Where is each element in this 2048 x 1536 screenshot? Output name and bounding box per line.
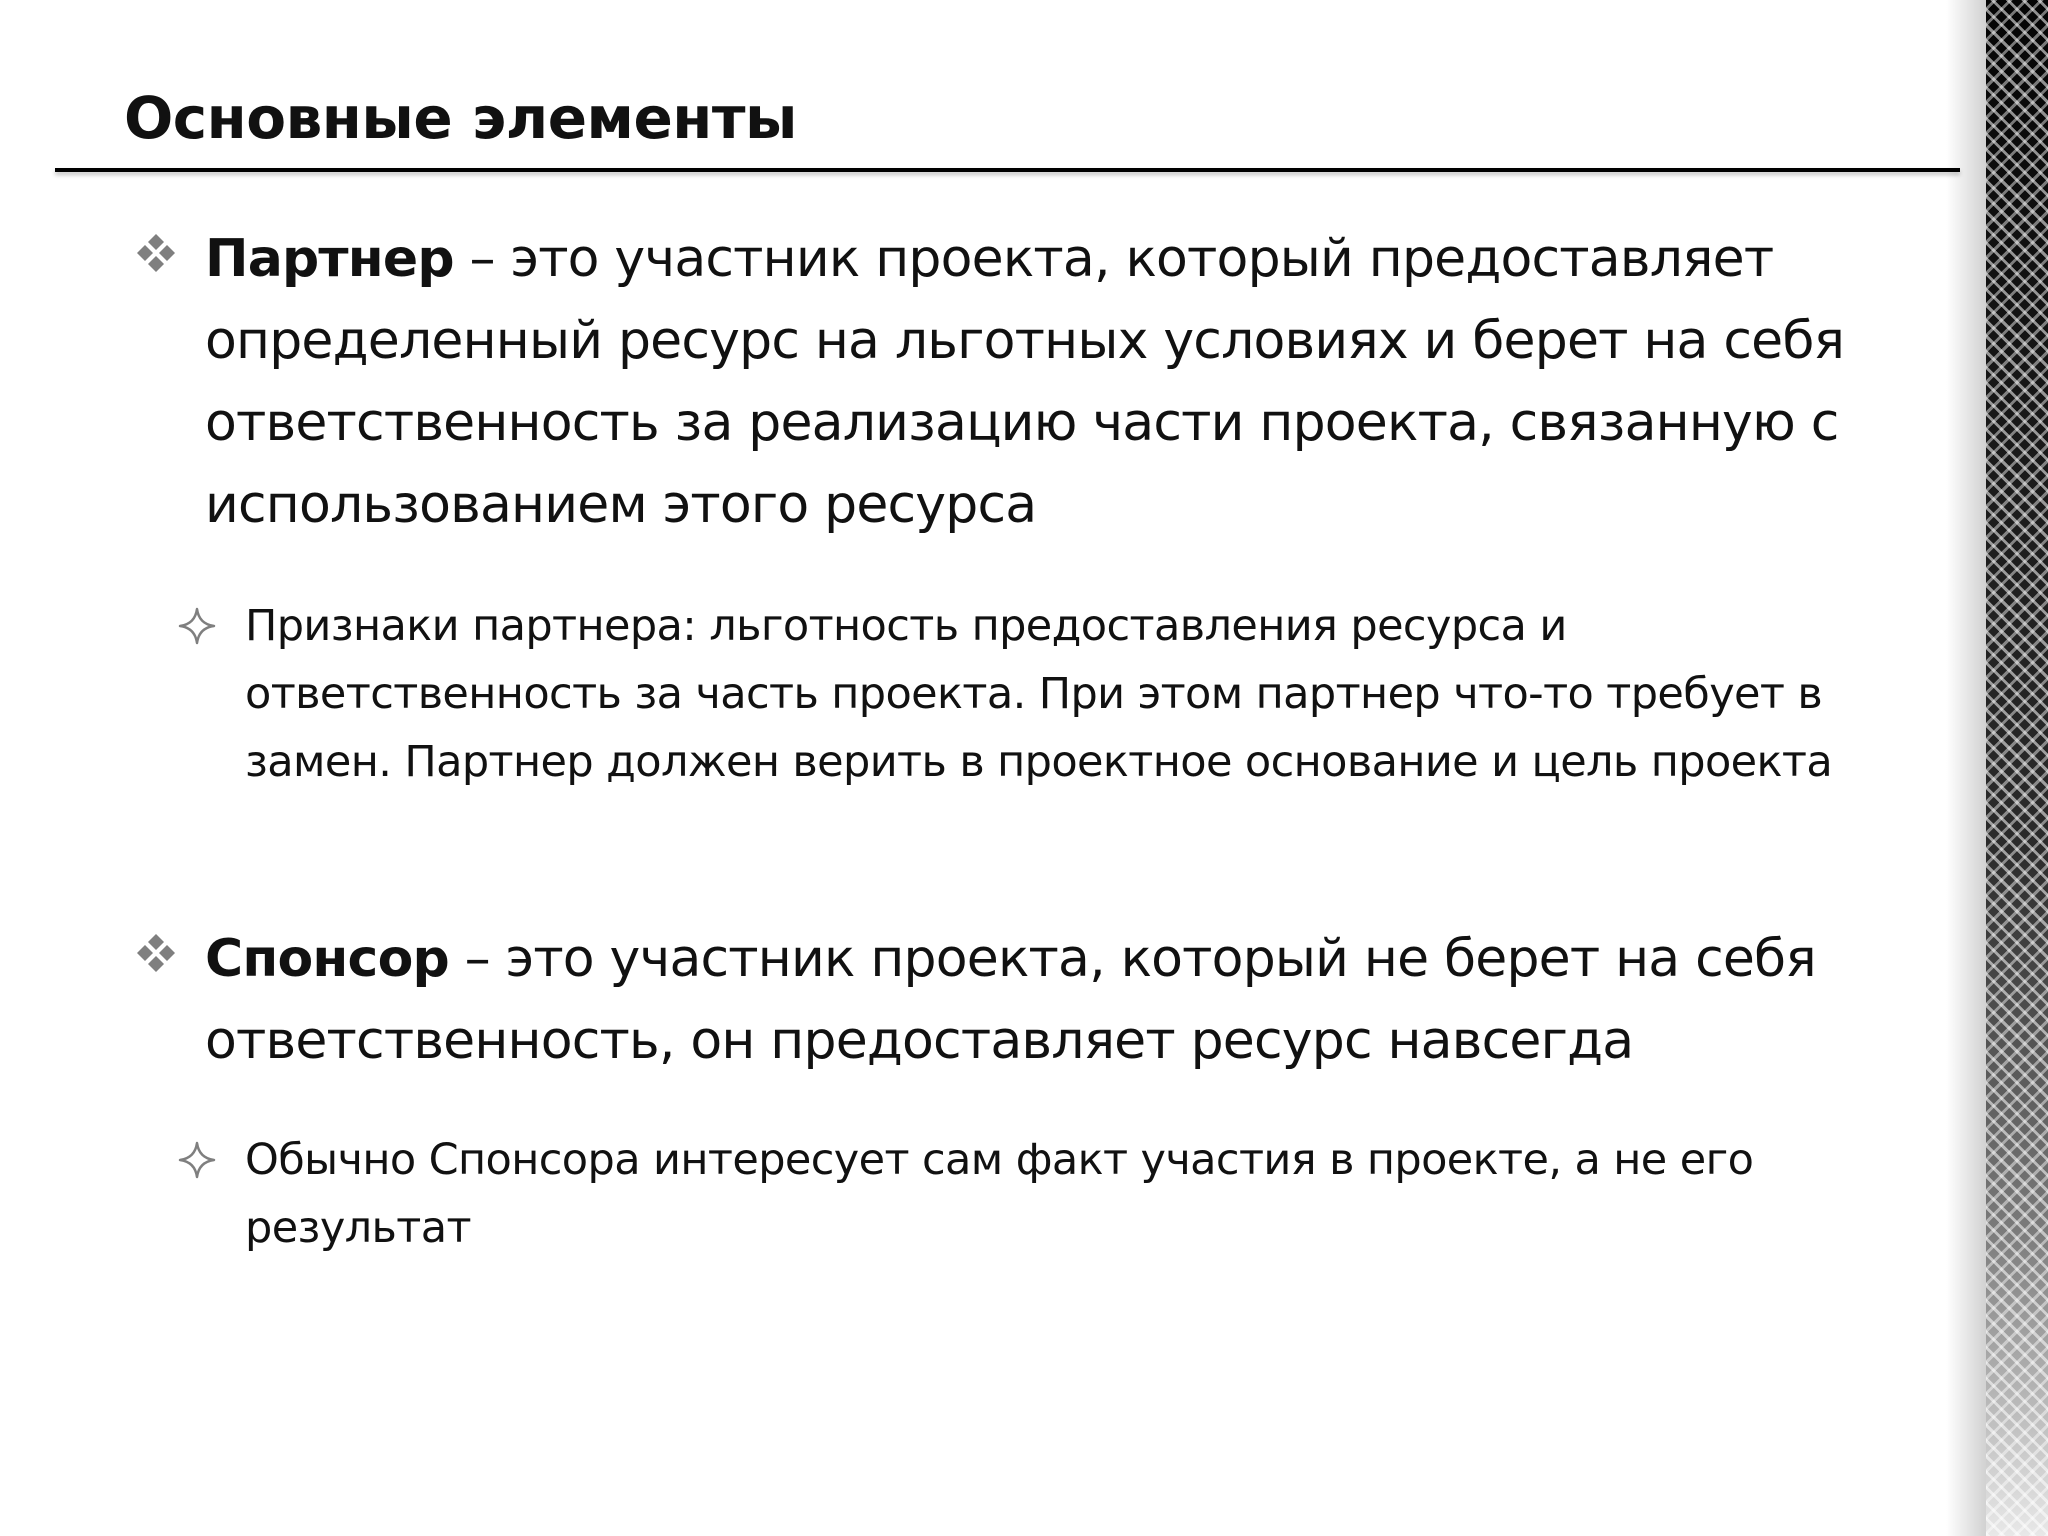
diamond-cluster-icon xyxy=(133,232,179,278)
term-sponsor: Спонсор xyxy=(205,929,449,989)
sub-item-sponsor-interest xyxy=(245,1126,1955,1262)
term-partner: Партнер xyxy=(205,229,454,289)
decorative-side-strip xyxy=(1986,0,2048,1536)
title-underline xyxy=(55,168,1960,172)
four-point-star-icon xyxy=(177,606,217,646)
sub-item-partner-signs xyxy=(245,592,1955,796)
definition-sponsor: – это участник проекта, который не берет на себя ответственность, он предоставляет ресурс навсегда xyxy=(205,929,1816,1071)
sub-item-text: Обычно Спонсора интересует сам факт участия в проекте, а не его результат xyxy=(245,1135,1754,1253)
definition-partner: – это участник проекта, который предоставляет определенный ресурс на льготных условиях и берет на себя ответственность за реализацию части проекта, связанную с использованием этого ресурса xyxy=(205,229,1845,535)
bullet-item-partner xyxy=(205,218,1950,546)
side-shadow xyxy=(1946,0,1986,1536)
bullet-item-sponsor xyxy=(205,918,1950,1082)
sub-item-text: Признаки партнера: льготность предоставления ресурса и ответственность за часть проекта. При этом партнер что-то требует в замен. Партнер должен верить в проектное основание и цель проекта xyxy=(245,601,1833,787)
slide-title: Основные элементы xyxy=(124,84,797,152)
diamond-cluster-icon xyxy=(133,932,179,978)
four-point-star-icon xyxy=(177,1140,217,1180)
